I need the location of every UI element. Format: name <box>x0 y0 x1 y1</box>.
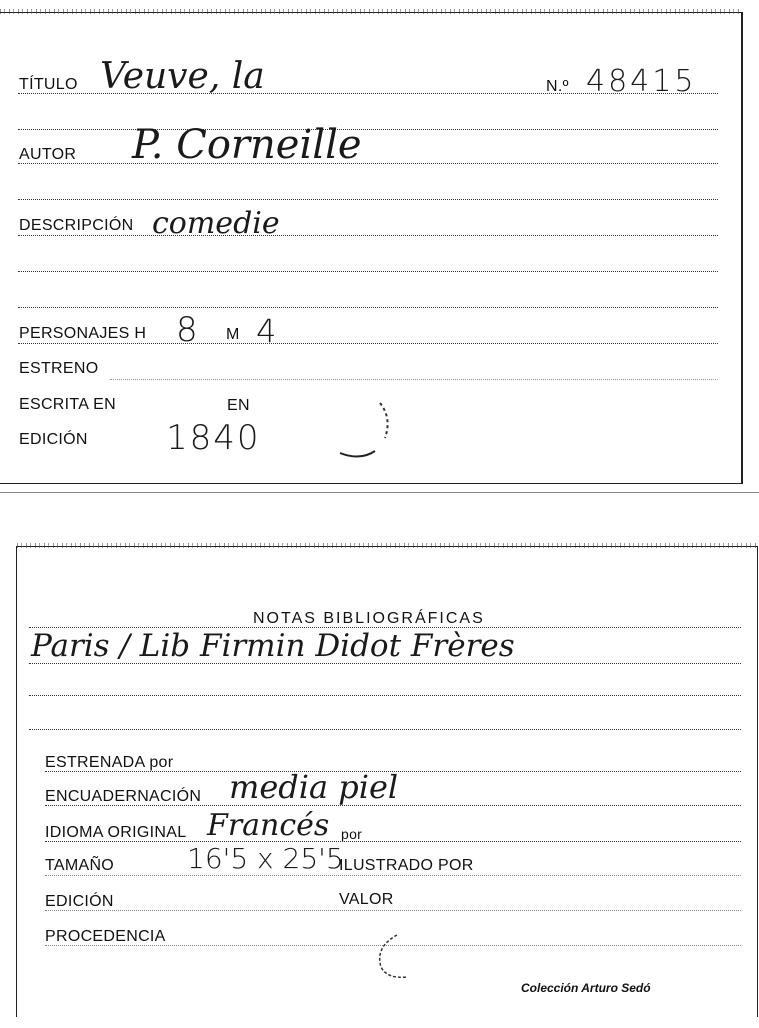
titulo-value: Veuve, la <box>100 56 265 97</box>
autor-value: P. Corneille <box>132 122 362 168</box>
personajes-h-value: 8 <box>176 310 198 350</box>
por-label: por <box>341 826 363 842</box>
valor-label: VALOR <box>339 891 394 908</box>
catalog-card-back <box>16 546 758 1017</box>
blank-rule-1 <box>18 129 718 130</box>
autor-label: AUTOR <box>19 146 77 163</box>
stamp-mark-back <box>357 927 427 987</box>
estrenada-label: ESTRENADA por <box>45 754 174 771</box>
card-separator <box>0 492 759 493</box>
encuadernacion-rule <box>45 805 741 806</box>
back-edicion-label: EDICIÓN <box>45 893 114 910</box>
stamp-mark <box>330 393 400 468</box>
descripcion-label: DESCRIPCIÓN <box>19 217 134 234</box>
estreno-label: ESTRENO <box>19 360 99 377</box>
personajes-m-label: M <box>226 326 240 343</box>
notas-rule-2 <box>29 663 741 664</box>
idioma-rule <box>45 841 741 842</box>
blank-rule-3 <box>18 271 718 272</box>
escrita-en-label: ESCRITA EN <box>19 396 116 413</box>
descripcion-value: comedie <box>152 206 280 241</box>
titulo-rule <box>18 93 718 94</box>
scan-speckle-top <box>0 9 741 14</box>
notas-heading: NOTAS BIBLIOGRÁFICAS <box>253 610 485 627</box>
idioma-value: Francés <box>207 808 330 843</box>
notas-value: Paris / Lib Firmin Didot Frères <box>31 628 515 664</box>
blank-rule-4 <box>18 307 718 308</box>
personajes-rule <box>18 343 718 344</box>
scan-speckle-top-back <box>17 543 757 548</box>
en-label: EN <box>227 397 250 414</box>
tamano-rule <box>45 875 741 876</box>
ilustrado-label: ILUSTRADO POR <box>339 857 474 874</box>
descripcion-rule <box>18 235 718 236</box>
edicion-value: 1840 <box>166 418 261 458</box>
edicion-valor-rule <box>45 910 741 911</box>
encuadernacion-label: ENCUADERNACIÓN <box>45 788 202 805</box>
titulo-label: TÍTULO <box>19 76 78 93</box>
notas-rule-3 <box>29 695 741 696</box>
notas-rule-4 <box>29 729 741 730</box>
numero-value: 48415 <box>586 64 697 99</box>
personajes-label: PERSONAJES H <box>19 325 147 342</box>
blank-rule-2 <box>18 199 718 200</box>
tamano-label: TAMAÑO <box>45 857 115 874</box>
numero-label: N.º <box>546 78 569 95</box>
edicion-label: EDICIÓN <box>19 431 88 448</box>
coleccion-text: Colección Arturo Sedó <box>521 981 651 995</box>
encuadernacion-value: media piel <box>229 768 399 806</box>
catalog-card-front <box>0 12 743 484</box>
personajes-m-value: 4 <box>256 312 277 350</box>
procedencia-label: PROCEDENCIA <box>45 928 166 945</box>
idioma-label: IDIOMA ORIGINAL <box>45 824 187 841</box>
autor-rule <box>18 163 718 164</box>
estreno-rule <box>110 379 718 380</box>
tamano-value: 16'5 x 25'5 <box>187 842 344 875</box>
